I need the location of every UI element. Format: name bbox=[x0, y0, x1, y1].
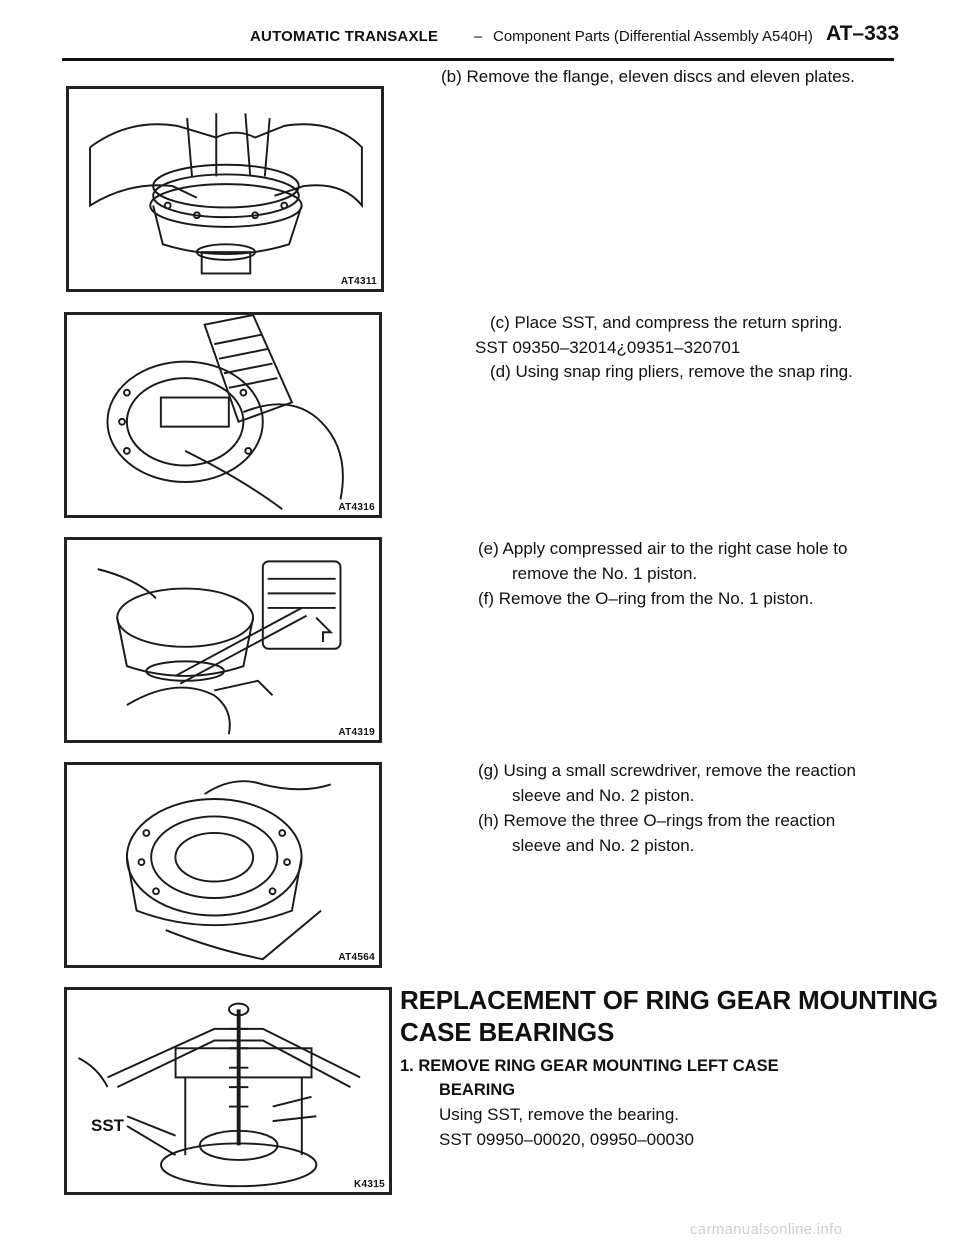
step-h-line-1: (h) Remove the three O–rings from the reaction bbox=[478, 811, 836, 830]
step-f: (f) Remove the O–ring from the No. 1 piston. bbox=[478, 589, 814, 608]
compressed-air-piston-illustration bbox=[67, 540, 379, 740]
step-b: (b) Remove the flange, eleven discs and eleven plates. bbox=[441, 67, 855, 86]
differential-flange-illustration bbox=[69, 89, 381, 289]
sst-callout-label: SST bbox=[91, 1116, 125, 1135]
step-1-sst: SST 09950–00020, 09950–00030 bbox=[439, 1130, 694, 1149]
figure-code: K4315 bbox=[354, 1179, 385, 1190]
instruction: Using SST, remove the bearing. bbox=[439, 1105, 680, 1124]
section-title-line-1: REPLACEMENT OF RING GEAR MOUNTING bbox=[400, 985, 938, 1015]
step-g-line-2: sleeve and No. 2 piston. bbox=[512, 786, 695, 805]
step-d: (d) Using snap ring pliers, remove the snap ring. bbox=[490, 362, 853, 381]
header-dash: – bbox=[474, 28, 483, 45]
step-c-sst: SST 09350–32014¿09351–320701 bbox=[475, 338, 741, 357]
step-g bbox=[478, 758, 870, 808]
bearing-puller-illustration bbox=[67, 990, 389, 1192]
figure-3-illustration bbox=[64, 537, 382, 743]
reaction-sleeve-removal-illustration bbox=[67, 765, 379, 965]
watermark: carmanualsonline.info bbox=[690, 1221, 843, 1238]
step-e-line-2: remove the No. 1 piston. bbox=[512, 564, 698, 583]
page-number: AT–333 bbox=[826, 22, 900, 45]
step-g-line-1: (g) Using a small screwdriver, remove the reaction bbox=[478, 761, 856, 780]
figure-1-illustration bbox=[66, 86, 384, 292]
figure-code: AT4311 bbox=[340, 276, 377, 287]
figure-2-illustration bbox=[64, 312, 382, 518]
step-h bbox=[478, 808, 870, 858]
figure-5-illustration bbox=[64, 987, 392, 1195]
figure-4-illustration bbox=[64, 762, 382, 968]
step-e-line-1: (e) Apply compressed air to the right case hole to bbox=[478, 539, 848, 558]
header-section: AUTOMATIC TRANSAXLE bbox=[250, 28, 439, 45]
figure-code: AT4319 bbox=[338, 727, 375, 738]
header-rule bbox=[62, 58, 894, 61]
figure-code: AT4564 bbox=[338, 952, 375, 963]
step-1-line-1: 1. REMOVE RING GEAR MOUNTING LEFT CASE bbox=[400, 1057, 779, 1075]
header-subtitle: Component Parts (Differential Assembly A540H) bbox=[493, 28, 813, 45]
return-spring-compression-illustration bbox=[67, 315, 379, 515]
step-1-line-2: BEARING bbox=[439, 1081, 516, 1099]
step-c: (c) Place SST, and compress the return spring. bbox=[490, 313, 843, 332]
step-e bbox=[478, 536, 858, 586]
figure-code: AT4316 bbox=[338, 502, 375, 513]
step-h-line-2: sleeve and No. 2 piston. bbox=[512, 836, 695, 855]
section-title-line-2: CASE BEARINGS bbox=[400, 1017, 615, 1047]
